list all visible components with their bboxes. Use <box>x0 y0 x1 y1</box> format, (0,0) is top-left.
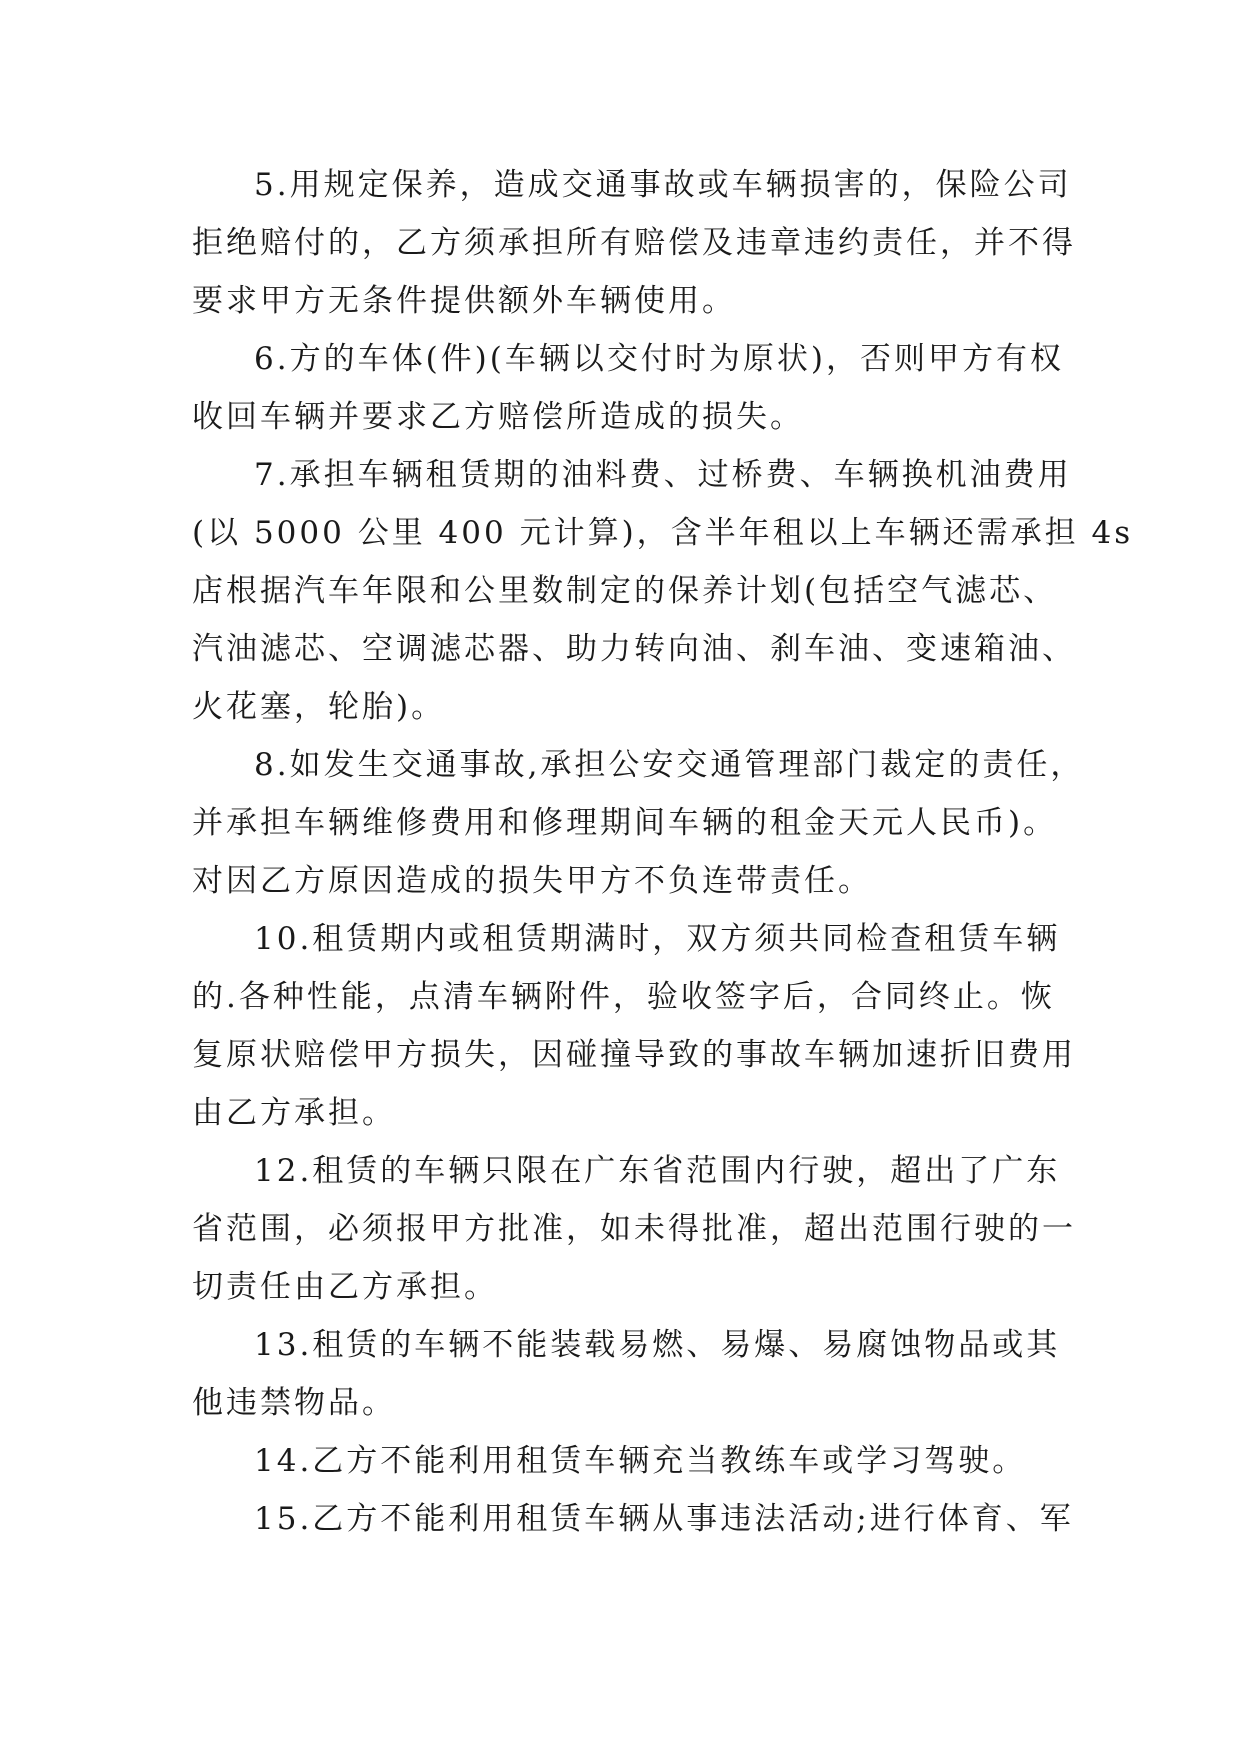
document-line: 15.乙方不能利用租赁车辆从事违法活动;进行体育、军 <box>254 1501 1074 1537</box>
document-line: 汽油滤芯、空调滤芯器、助力转向油、刹车油、变速箱油、 <box>192 631 1076 667</box>
document-line: 8.如发生交通事故,承担公安交通管理部门裁定的责任， <box>254 747 1085 783</box>
document-line: 要求甲方无条件提供额外车辆使用。 <box>192 283 736 319</box>
document-line: 5.用规定保养，造成交通事故或车辆损害的，保险公司 <box>254 167 1072 203</box>
document-line: 省范围，必须报甲方批准，如未得批准，超出范围行驶的一 <box>192 1211 1076 1247</box>
document-line: 拒绝赔付的，乙方须承担所有赔偿及违章违约责任，并不得 <box>192 225 1076 261</box>
document-line: 10.租赁期内或租赁期满时，双方须共同检查租赁车辆 <box>254 921 1061 957</box>
document-line: (以 5000 公里 400 元计算)，含半年租以上车辆还需承担 4s <box>192 515 1134 551</box>
document-line: 12.租赁的车辆只限在广东省范围内行驶，超出了广东 <box>254 1153 1061 1189</box>
document-line: 13.租赁的车辆不能装载易燃、易爆、易腐蚀物品或其 <box>254 1327 1061 1363</box>
document-line: 14.乙方不能利用租赁车辆充当教练车或学习驾驶。 <box>254 1443 1027 1479</box>
document-line: 由乙方承担。 <box>192 1095 396 1131</box>
document-line: 火花塞，轮胎)。 <box>192 689 446 725</box>
document-line: 复原状赔偿甲方损失，因碰撞导致的事故车辆加速折旧费用 <box>192 1037 1076 1073</box>
document-line: 并承担车辆维修费用和修理期间车辆的租金天元人民币)。 <box>192 805 1058 841</box>
document-line: 店根据汽车年限和公里数制定的保养计划(包括空气滤芯、 <box>192 573 1058 609</box>
document-line: 他违禁物品。 <box>192 1385 396 1421</box>
document-line: 6.方的车体(件)(车辆以交付时为原状)，否则甲方有权 <box>254 341 1064 377</box>
document-line: 对因乙方原因造成的损失甲方不负连带责任。 <box>192 863 872 899</box>
document-line: 切责任由乙方承担。 <box>192 1269 498 1305</box>
document-line: 收回车辆并要求乙方赔偿所造成的损失。 <box>192 399 804 435</box>
document-line: 的.各种性能，点清车辆附件，验收签字后，合同终止。恢 <box>192 979 1055 1015</box>
document-line: 7.承担车辆租赁期的油料费、过桥费、车辆换机油费用 <box>254 457 1072 493</box>
document-body <box>192 156 1134 1548</box>
